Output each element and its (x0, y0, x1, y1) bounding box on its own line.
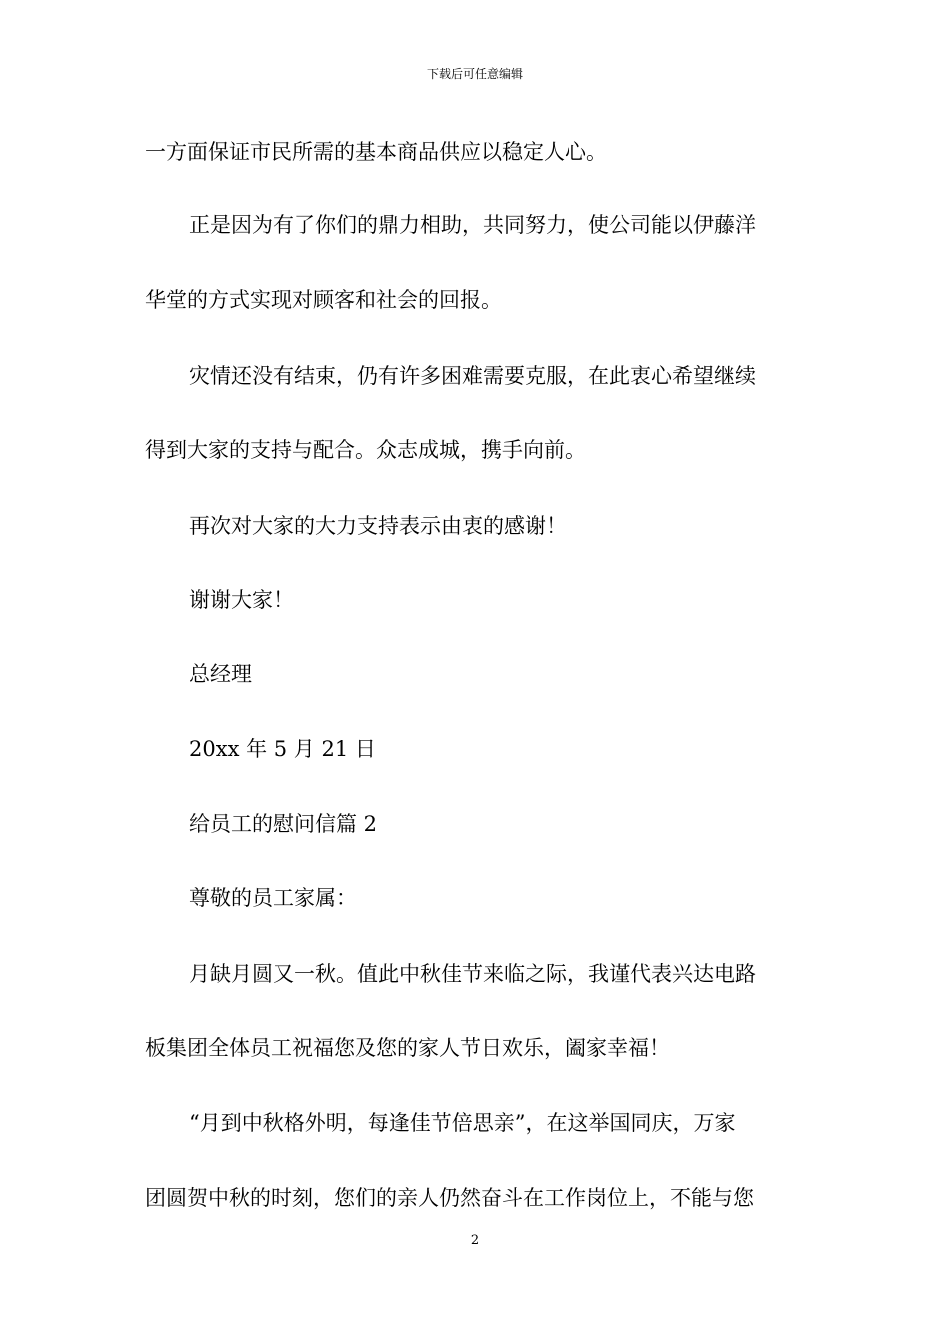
body-line: 月缺月圆又一秋。值此中秋佳节来临之际，我谨代表兴达电路 (189, 962, 756, 986)
body-line: 得到大家的支持与配合。众志成城，携手向前。 (145, 438, 586, 462)
body-line: 团圆贺中秋的时刻，您们的亲人仍然奋斗在工作岗位上，不能与您 (145, 1186, 754, 1210)
page-header: 下载后可任意编辑 (426, 67, 523, 81)
signature-date: 20xx 年 5 月 21 日 (189, 737, 376, 761)
page-number: 2 (470, 1233, 480, 1248)
signature-title: 总经理 (189, 662, 252, 686)
body-line: 灾情还没有结束，仍有许多困难需要克服，在此衷心希望继续 (189, 364, 756, 388)
body-line: 板集团全体员工祝福您及您的家人节日欢乐，阖家幸福！ (145, 1036, 670, 1060)
salutation: 尊敬的员工家属： (189, 886, 357, 910)
body-line: 华堂的方式实现对顾客和社会的回报。 (145, 288, 502, 312)
body-line: 谢谢大家！ (189, 588, 294, 612)
body-line: 再次对大家的大力支持表示由衷的感谢！ (189, 514, 567, 538)
body-line: “月到中秋格外明，每逢佳节倍思亲”，在这举国同庆，万家 (189, 1111, 736, 1135)
body-line: 正是因为有了你们的鼎力相助，共同努力，使公司能以伊藤洋 (189, 213, 756, 237)
body-line: 一方面保证市民所需的基本商品供应以稳定人心。 (145, 140, 607, 164)
section-title: 给员工的慰问信篇 2 (189, 812, 378, 836)
